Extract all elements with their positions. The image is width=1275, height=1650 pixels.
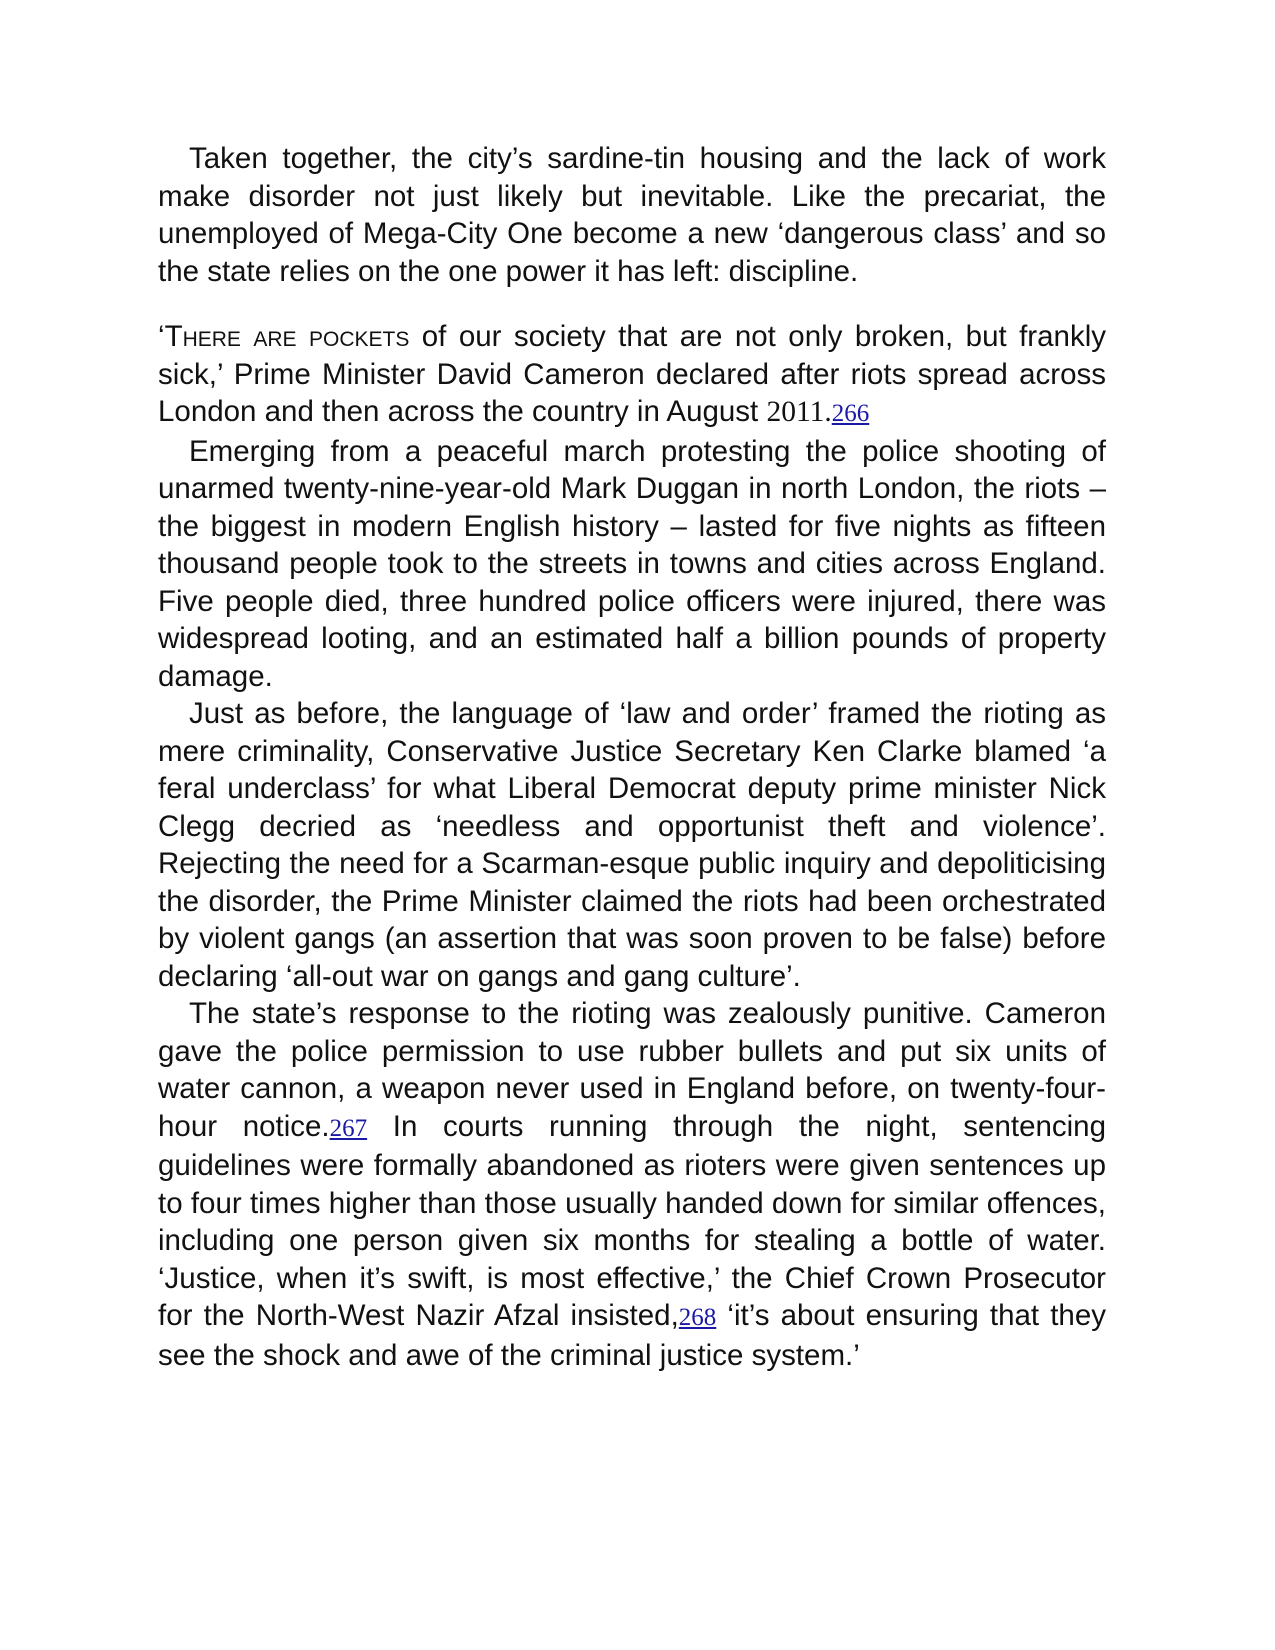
paragraph-text: In courts running through the night, sentencing guidelines were formally abandoned as rioters were given sentences up to four times higher than those usually handed down for similar offences, including one person given six months for stealing a bottle of water. ‘Justice, when it’s swift, is most effective,’ the Chief Crown Prosecutor for the North-West Nazir Afzal insisted, [158, 1109, 1106, 1332]
paragraph-riots-description: Emerging from a peaceful march protesting the police shooting of unarmed twenty-nine-year-old Mark Duggan in north London, the riots – the biggest in modern English history – lasted for five nights as fifteen thousand people took to the streets in towns and cities across England. Five people died, three hundred police officers were injured, there was widespread looting, and an estimated half a billion pounds of property damage. [158, 434, 1106, 693]
paragraph-law-and-order: Just as before, the language of ‘law and order’ framed the rioting as mere criminality, Conservative Justice Secretary Ken Clarke blamed ‘a feral underclass’ for what Liberal Democrat deputy prime minister Nick Clegg decried as ‘needless and opportunist theft and violence’. Rejecting the need for a Scarman-esque public inquiry and depoliticising the disorder, the Prime Minister claimed the riots had been orchestrated by violent gangs (an assertion that was soon proven to be false) before declaring ‘all-out war on gangs and gang culture’. [158, 697, 1106, 993]
open-quote: ‘ [158, 320, 165, 353]
document-body [158, 140, 1106, 1374]
footnote-link-267[interactable]: 267 [329, 1114, 368, 1142]
paragraph-text: The state’s response to the rioting was zealously punitive. Cameron gave the police permission to use rubber bullets and put six units of water cannon, a weapon never used in England before, on twenty-four-hour notice. [158, 997, 1106, 1143]
section-opening-smallcaps: There are pockets [164, 320, 410, 353]
paragraph-text: ‘it’s about ensuring that they see the shock and awe of the criminal justice system.’ [158, 1299, 1106, 1372]
year-text: 2011. [766, 396, 832, 428]
paragraph-text: of our society that are not only broken, but frankly sick,’ Prime Minister David Cameron declared after riots spread across London and then across the country in August [158, 320, 1106, 428]
footnote-link-266[interactable]: 266 [831, 400, 870, 427]
paragraph-cameron-quote [158, 318, 1106, 433]
paragraph-state-response [158, 995, 1106, 1374]
section-break [158, 290, 1106, 318]
paragraph-discipline: Taken together, the city’s sardine-tin housing and the lack of work make disorder not just likely but inevitable. Like the precariat, the unemployed of Mega-City One become a new ‘dangerous class’ and so the state relies on the one power it has left: discipline. [158, 142, 1106, 288]
footnote-link-268[interactable]: 268 [678, 1304, 717, 1331]
